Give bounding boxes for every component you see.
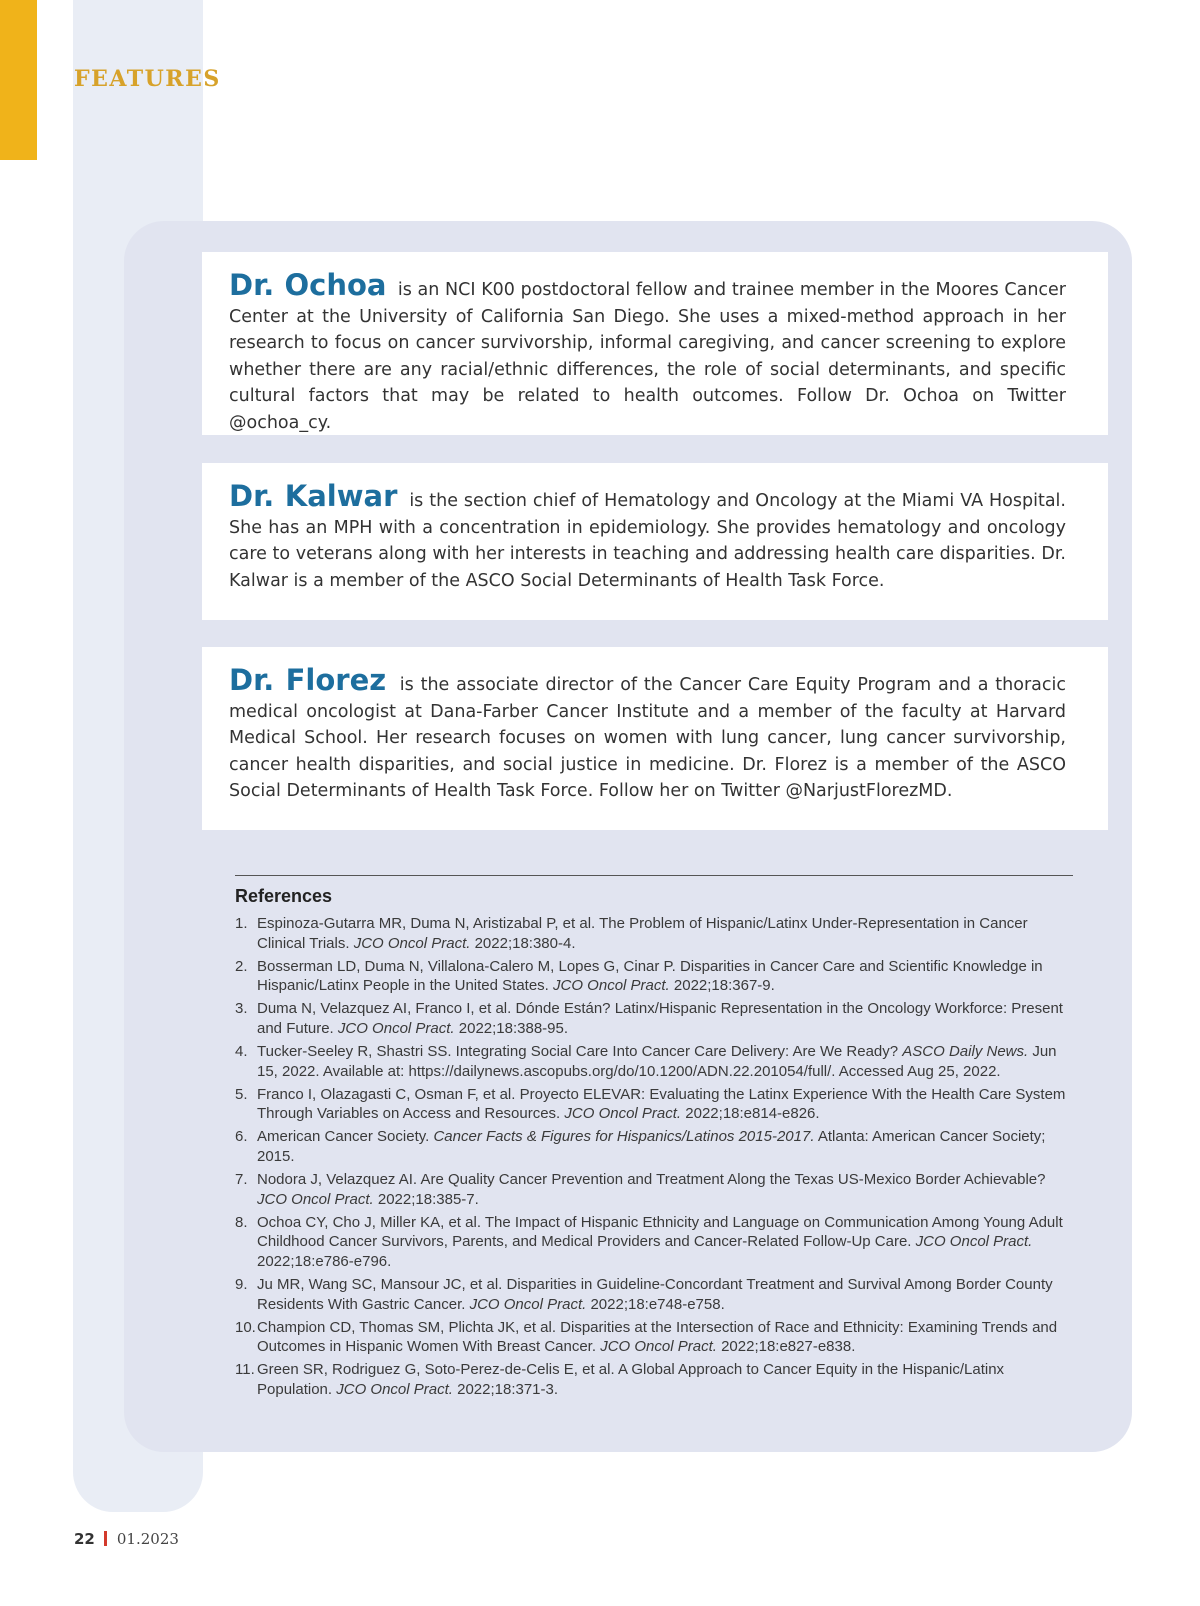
reference-number: 9.: [235, 1276, 248, 1294]
reference-citation: 2022;18:371-3.: [457, 1381, 559, 1399]
reference-number: 7.: [235, 1171, 248, 1189]
bio-card-ochoa: [202, 252, 1108, 435]
reference-item: [235, 1213, 1075, 1272]
reference-item: [235, 1318, 1075, 1357]
reference-journal: JCO Oncol Pract.: [553, 977, 670, 995]
reference-item: [235, 1275, 1075, 1314]
reference-citation: 2022;18:e827-e838.: [721, 1338, 856, 1356]
reference-text: Nodora J, Velazquez AI. Are Quality Cancer Prevention and Treatment Along the Texas US-Mexico Border Achievable?: [257, 1171, 1046, 1189]
bio-text: is the associate director of the Cancer Care Equity Program and a thoracic medical oncologist at Dana-Farber Cancer Institute and a member of the faculty at Harvard Medical School. Her research focuses on women with lung cancer, lung cancer survivorship, cancer health disparities, and social justice in medicine. Dr. Florez is a member of the ASCO Social Determinants of Health Task Force. Follow her on Twitter @NarjustFlorezMD.: [229, 675, 1066, 802]
reference-text: Duma N, Velazquez AI, Franco I, et al. Dónde Están? Latinx/Hispanic Representation in the Oncology Workforce: Present and Future.: [257, 1000, 1063, 1037]
reference-item: [235, 1085, 1075, 1124]
references-list: [235, 914, 1075, 1403]
bio-paragraph: [229, 479, 1066, 594]
reference-citation: 2022;18:e786-e796.: [257, 1253, 392, 1270]
reference-citation: 2022;18:367-9.: [673, 977, 775, 995]
reference-number: 6.: [235, 1128, 248, 1146]
reference-citation: Atlanta: American Cancer Society; 2015.: [257, 1128, 1046, 1166]
reference-number: 3.: [235, 1000, 248, 1018]
bio-name: Dr. Ochoa: [229, 268, 387, 302]
reference-citation: 2022;18:e814-e826.: [685, 1105, 820, 1123]
reference-citation: 2022;18:385-7.: [377, 1190, 479, 1208]
reference-journal: JCO Oncol Pract.: [336, 1381, 453, 1399]
reference-citation: Jun 15, 2022. Available at: https://dailynews.ascopubs.org/do/10.1200/ADN.22.201054/full/. Accessed Aug 25, 2022.: [257, 1043, 1057, 1080]
bio-card-kalwar: [202, 463, 1108, 620]
reference-item: [235, 999, 1075, 1038]
reference-number: 11.: [235, 1361, 255, 1379]
reference-journal: JCO Oncol Pract.: [915, 1233, 1033, 1251]
reference-text: Ochoa CY, Cho J, Miller KA, et al. The Impact of Hispanic Ethnicity and Language on Communication Among Young Adult Childhood Cancer Survivors, Parents, and Medical Providers and Cancer-Related Follow-Up Care.: [257, 1213, 1063, 1251]
reference-text: Bosserman LD, Duma N, Villalona-Calero M, Lopes G, Cinar P. Disparities in Cancer Care and Scientific Knowledge in Hispanic/Latinx People in the United States.: [257, 957, 1043, 995]
issue-date: 01.2023: [116, 1530, 179, 1548]
reference-text: American Cancer Society.: [257, 1128, 430, 1146]
references-heading: References: [235, 886, 333, 906]
page-number: 22: [74, 1530, 95, 1548]
reference-text: Champion CD, Thomas SM, Plichta JK, et al. Disparities at the Intersection of Race and Ethnicity: Examining Trends and Outcomes in Hispanic Women With Breast Cancer.: [257, 1318, 1058, 1356]
reference-journal: JCO Oncol Pract.: [564, 1105, 682, 1123]
reference-text: Franco I, Olazagasti C, Osman F, et al. Proyecto ELEVAR: Evaluating the Latinx Experience With the Health Care System Through Variables on Access and Resources.: [257, 1085, 1066, 1123]
reference-item: [235, 957, 1075, 996]
reference-citation: 2022;18:380-4.: [474, 934, 576, 952]
bio-paragraph: [229, 268, 1066, 437]
reference-text: Green SR, Rodriguez G, Soto-Perez-de-Celis E, et al. A Global Approach to Cancer Equity in the Hispanic/Latinx Population.: [257, 1361, 1005, 1399]
reference-journal: JCO Oncol Pract.: [469, 1295, 587, 1313]
reference-journal: JCO Oncol Pract.: [337, 1019, 455, 1037]
page-footer: [74, 1530, 179, 1548]
reference-text: Tucker-Seeley R, Shastri SS. Integrating Social Care Into Cancer Care Delivery: Are We Ready?: [257, 1043, 899, 1061]
bio-name: Dr. Kalwar: [229, 479, 398, 513]
reference-number: 1.: [235, 915, 248, 932]
bio-name: Dr. Florez: [229, 663, 387, 697]
bio-paragraph: [229, 663, 1066, 805]
accent-bar: [0, 0, 37, 160]
bio-text: is an NCI K00 postdoctoral fellow and trainee member in the Moores Cancer Center at the University of California San Diego. She uses a mixed-method approach in her research to focus on cancer survivorship, informal caregiving, and cancer screening to explore whether there are any racial/ethnic differences, the role of social determinants, and specific cultural factors that may be related to health outcomes. Follow Dr. Ochoa on Twitter @ochoa_cy.: [229, 280, 1066, 433]
reference-number: 8.: [235, 1213, 248, 1231]
reference-journal: JCO Oncol Pract.: [257, 1190, 374, 1208]
bio-text: is the section chief of Hematology and Oncology at the Miami VA Hospital. She has an MPH with a concentration in epidemiology. She provides hematology and oncology care to veterans along with her interests in teaching and addressing health care disparities. Dr. Kalwar is a member of the ASCO Social Determinants of Health Task Force.: [229, 491, 1066, 591]
bio-card-florez: [202, 647, 1108, 830]
section-label: FEATURES: [74, 66, 221, 92]
reference-text: Espinoza-Gutarra MR, Duma N, Aristizabal P, et al. The Problem of Hispanic/Latinx Under-Representation in Cancer Clinical Trials.: [257, 915, 1028, 952]
reference-number: 2.: [235, 957, 248, 975]
reference-citation: 2022;18:388-95.: [458, 1019, 569, 1037]
footer-separator: [104, 1531, 107, 1546]
reference-journal: ASCO Daily News.: [902, 1043, 1029, 1061]
reference-text: Ju MR, Wang SC, Mansour JC, et al. Disparities in Guideline-Concordant Treatment and Survival Among Border County Residents With Gastric Cancer.: [257, 1276, 1053, 1313]
reference-item: [235, 914, 1075, 953]
reference-item: [235, 1127, 1075, 1166]
reference-item: [235, 1170, 1075, 1209]
reference-number: 10.: [235, 1318, 256, 1336]
reference-number: 5.: [235, 1085, 248, 1103]
reference-citation: 2022;18:e748-e758.: [590, 1295, 725, 1313]
references-divider: [235, 875, 1073, 876]
reference-number: 4.: [235, 1043, 248, 1061]
reference-item: [235, 1360, 1075, 1399]
reference-journal: JCO Oncol Pract.: [600, 1338, 717, 1356]
reference-journal: Cancer Facts & Figures for Hispanics/Latinos 2015-2017.: [433, 1128, 815, 1146]
reference-journal: JCO Oncol Pract.: [353, 934, 471, 952]
reference-item: [235, 1042, 1075, 1081]
